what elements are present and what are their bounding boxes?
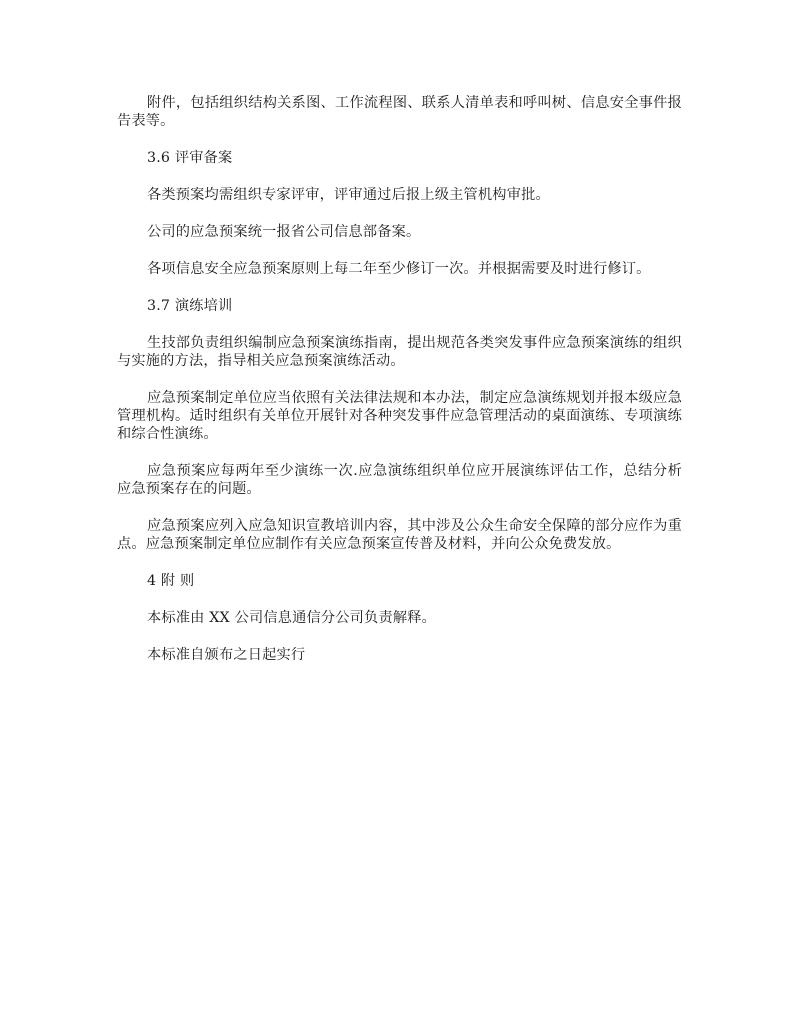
section-heading-appendix: 4 附 则 [147, 573, 195, 589]
paragraph-revision: 各项信息安全应急预案原则上每二年至少修订一次。并根据需要及时进行修订。 [147, 261, 651, 277]
section-heading-drill-training: 3.7 演练培训 [147, 298, 233, 314]
paragraph-filing: 公司的应急预案统一报省公司信息部备案。 [147, 224, 421, 240]
paragraph-drill-plan: 应急预案制定单位应当依照有关法律法规和本办法，制定应急演练规划并报本级应急管理机构。适时组织有关单位开展针对各种突发事件应急管理活动的桌面演练、专项演练和综合性演练。 [117, 390, 682, 442]
section-heading-review-filing: 3.6 评审备案 [147, 150, 233, 166]
paragraph-expert-review: 各类预案均需组织专家评审，评审通过后报上级主管机构审批。 [147, 187, 550, 203]
paragraph-training-content: 应急预案应列入应急知识宣教培训内容，其中涉及公众生命安全保障的部分应作为重点。应急预案制定单位应制作有关应急预案宣传普及材料，并向公众免费发放。 [117, 518, 682, 552]
paragraph-interpretation: 本标准由 XX 公司信息通信分公司负责解释。 [147, 610, 436, 626]
paragraph-drill-guide: 生技部负责组织编制应急预案演练指南，提出规范各类突发事件应急预案演练的组织与实施的方法，指导相关应急预案演练活动。 [117, 335, 682, 369]
paragraph-drill-frequency: 应急预案应每两年至少演练一次.应急演练组织单位应开展演练评估工作，总结分析应急预案存在的问题。 [117, 463, 682, 497]
paragraph-attachments: 附件，包括组织结构关系图、工作流程图、联系人清单表和呼叫树、信息安全事件报告表等。 [117, 95, 682, 129]
paragraph-effective-date: 本标准自颁布之日起实行 [147, 647, 306, 663]
document-body [117, 94, 682, 683]
